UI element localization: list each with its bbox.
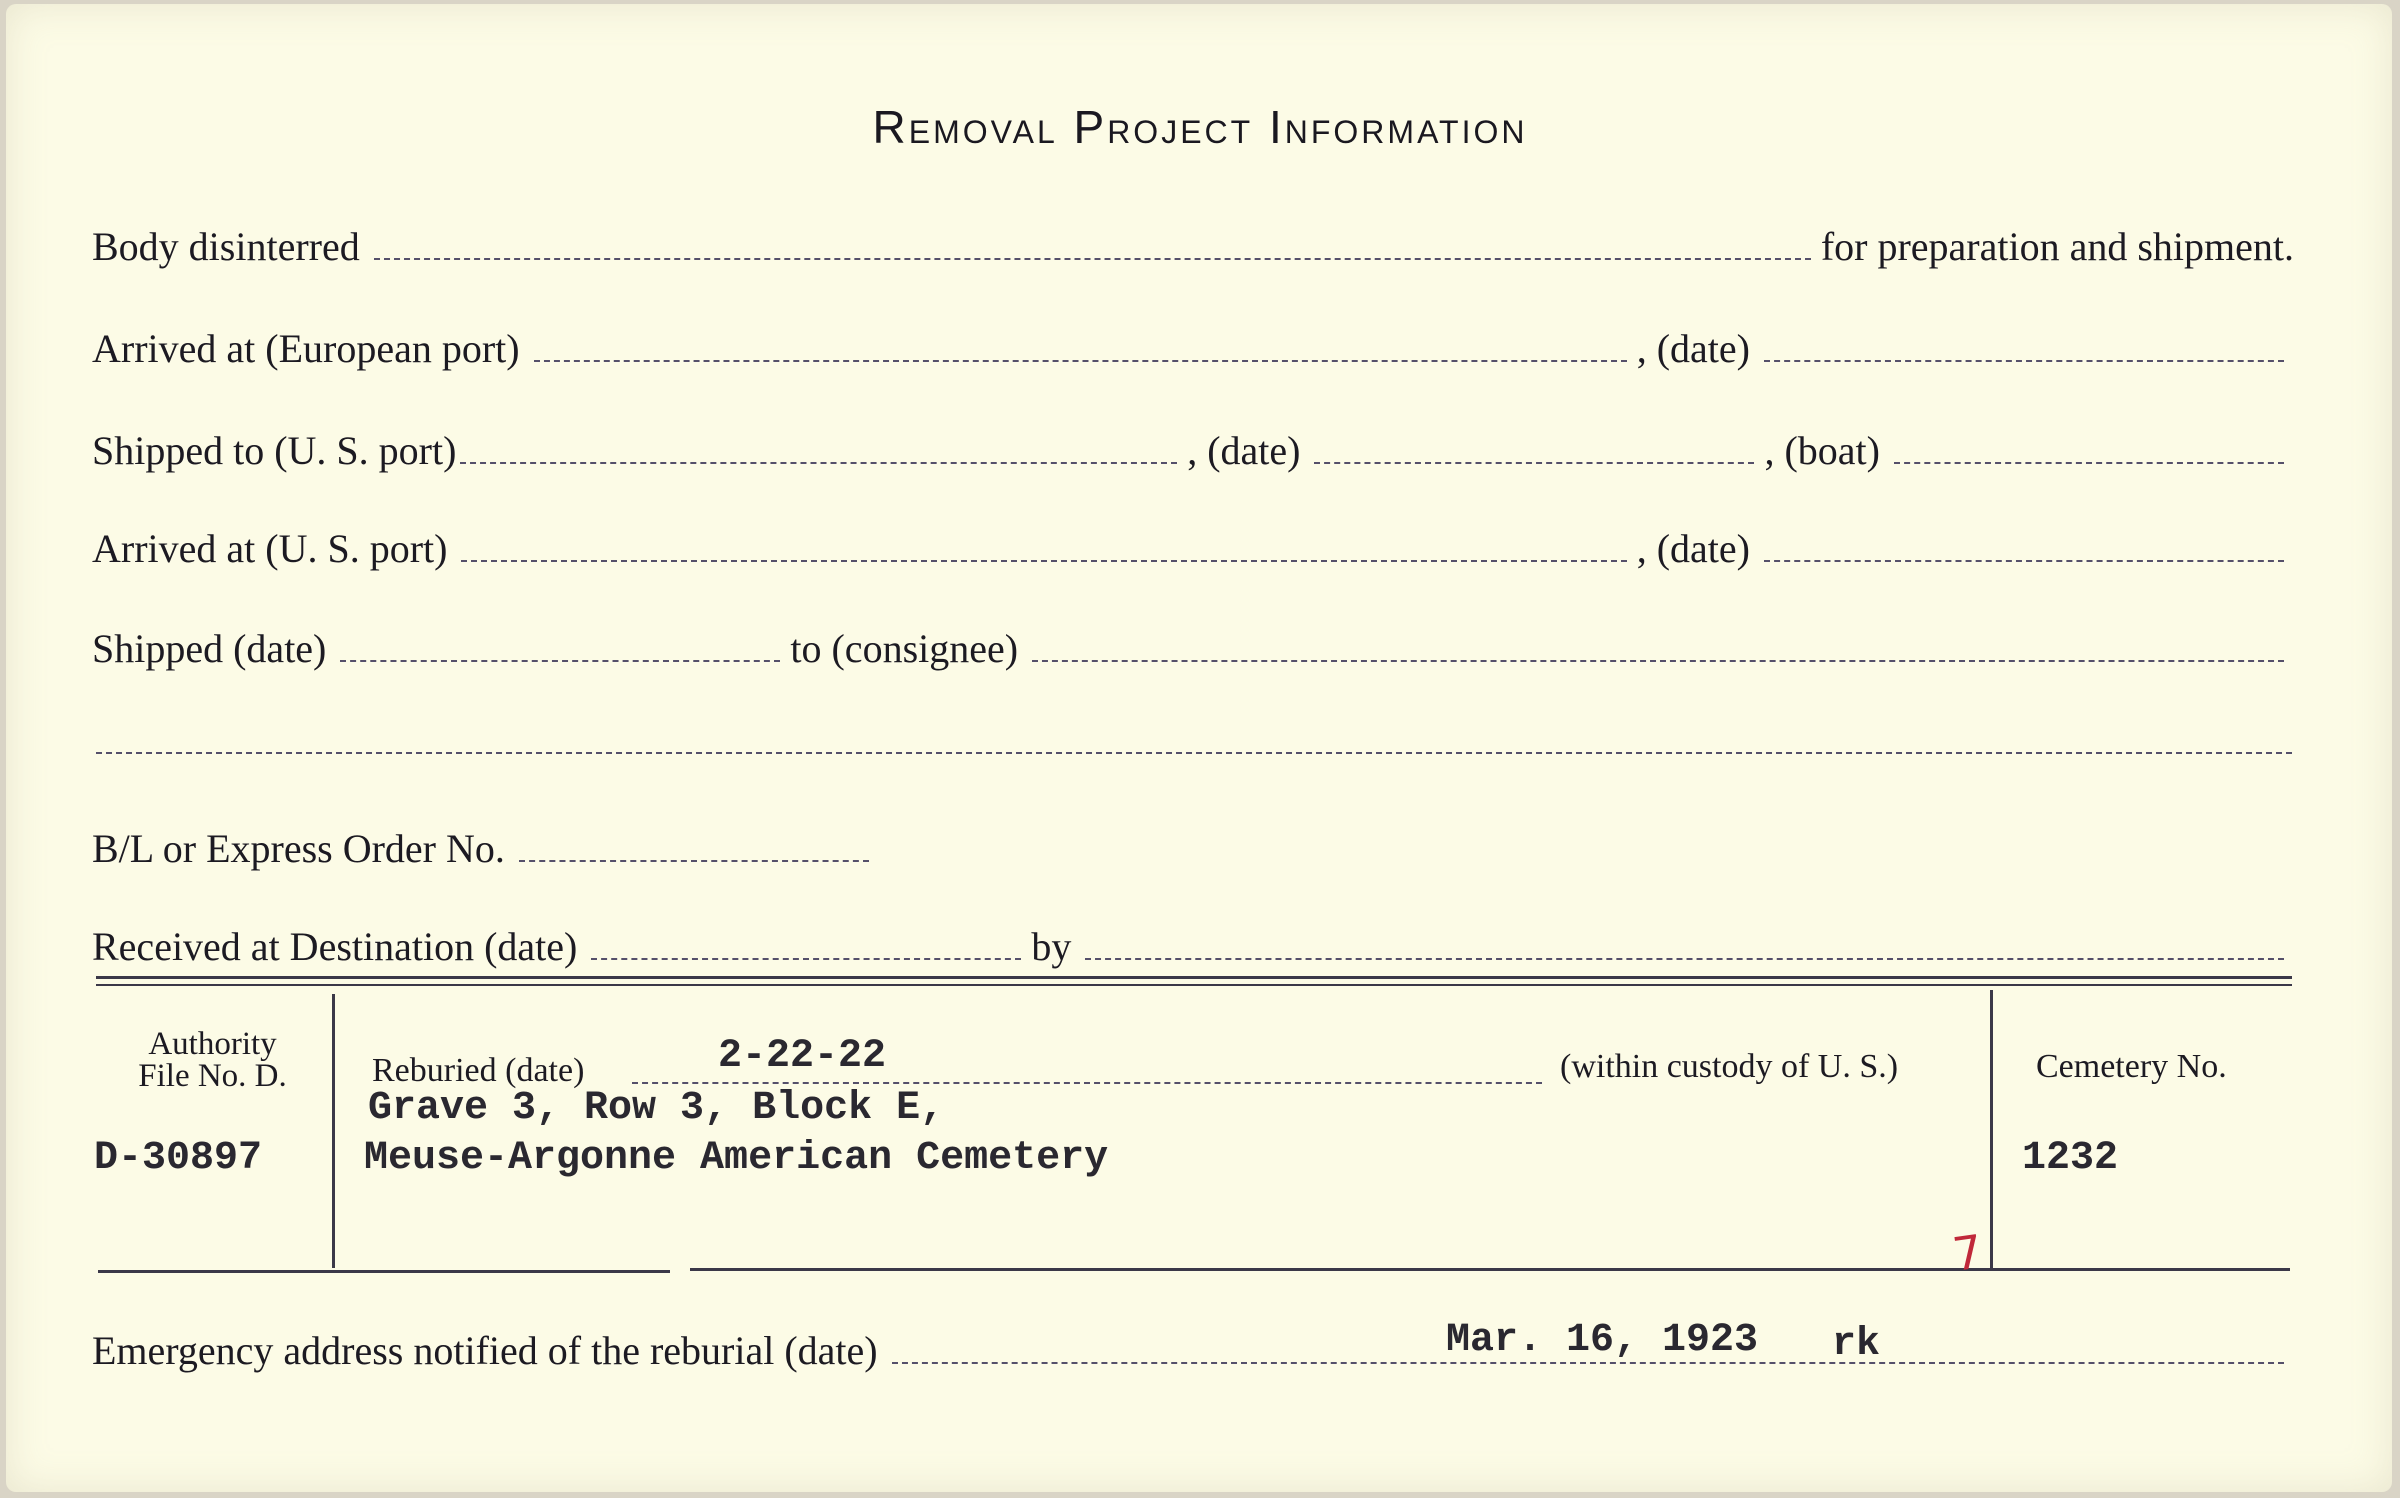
emergency-label: Emergency address notified of the reburial (date) [92, 1328, 878, 1373]
arrived-european-date-field[interactable] [1764, 360, 2284, 362]
cemetery-divider [1990, 990, 1993, 1268]
shipped-date-field[interactable] [340, 660, 780, 662]
preparation-shipment-label: for preparation and shipment. [1820, 224, 2294, 269]
arrived-us-row [92, 516, 2294, 572]
authority-label: Authority File No. D. [138, 1026, 287, 1094]
shipped-us-date-label: , (date) [1187, 428, 1301, 473]
us-port-field[interactable] [460, 462, 1177, 464]
section-divider-top [96, 976, 2292, 979]
bl-order-label: B/L or Express Order No. [92, 826, 505, 871]
grave-location-line1: Grave 3, Row 3, Block E, [368, 1086, 945, 1131]
arrived-us-port-field[interactable] [461, 560, 1626, 562]
consignee-label: to (consignee) [790, 626, 1019, 671]
shipped-date-row [92, 616, 2294, 672]
received-date-field[interactable] [591, 958, 1021, 960]
shipped-date-label: Shipped (date) [92, 626, 327, 671]
body-disinterred-label: Body disinterred [92, 224, 360, 269]
arrived-us-date-field[interactable] [1764, 560, 2284, 562]
boat-label: , (boat) [1764, 428, 1880, 473]
cemetery-number-value: 1232 [2022, 1136, 2119, 1181]
received-by-field[interactable] [1085, 958, 2284, 960]
shipped-us-date-field[interactable] [1314, 462, 1754, 464]
clerk-initials: rk [1832, 1322, 1881, 1367]
custody-label: (within custody of U. S.) [1560, 1048, 1899, 1085]
cemetery-label: Cemetery No. [2036, 1048, 2227, 1085]
body-disinterred-field[interactable] [374, 258, 1811, 260]
form-title: Removal Project Information [872, 101, 1528, 153]
section-divider-bottom [96, 984, 2292, 986]
shipped-us-row [92, 418, 2294, 474]
bl-order-row [92, 816, 2294, 872]
reburied-date-field[interactable] [632, 1082, 1542, 1084]
boat-field[interactable] [1894, 462, 2284, 464]
authority-divider [332, 994, 335, 1268]
reburied-date-value: 2-22-22 [718, 1034, 887, 1079]
emergency-date-value: Mar. 16, 1923 [1446, 1318, 1759, 1363]
box-bottom-rule-left [98, 1270, 670, 1273]
consignee-field[interactable] [1032, 660, 2284, 662]
consignee-continuation-field[interactable] [96, 752, 2292, 754]
red-check-mark: 7 [1949, 1224, 1986, 1282]
arrived-european-date-label: , (date) [1636, 326, 1750, 371]
received-label: Received at Destination (date) [92, 924, 578, 969]
arrived-european-label: Arrived at (European port) [92, 326, 520, 371]
received-row [92, 914, 2294, 970]
authority-file-value: D-30897 [94, 1136, 263, 1181]
box-bottom-rule-right [690, 1268, 2290, 1271]
bl-order-field[interactable] [519, 860, 869, 862]
grave-location-line2: Meuse-Argonne American Cemetery [364, 1136, 1109, 1181]
received-by-label: by [1031, 924, 1072, 969]
reburied-label: Reburied (date) [372, 1052, 585, 1089]
emergency-row [92, 1318, 2294, 1374]
arrived-us-label: Arrived at (U. S. port) [92, 526, 448, 571]
arrived-european-row [92, 316, 2294, 372]
arrived-us-date-label: , (date) [1636, 526, 1750, 571]
body-disinterred-row [92, 214, 2294, 270]
european-port-field[interactable] [534, 360, 1627, 362]
shipped-us-label: Shipped to (U. S. port) [92, 428, 457, 473]
